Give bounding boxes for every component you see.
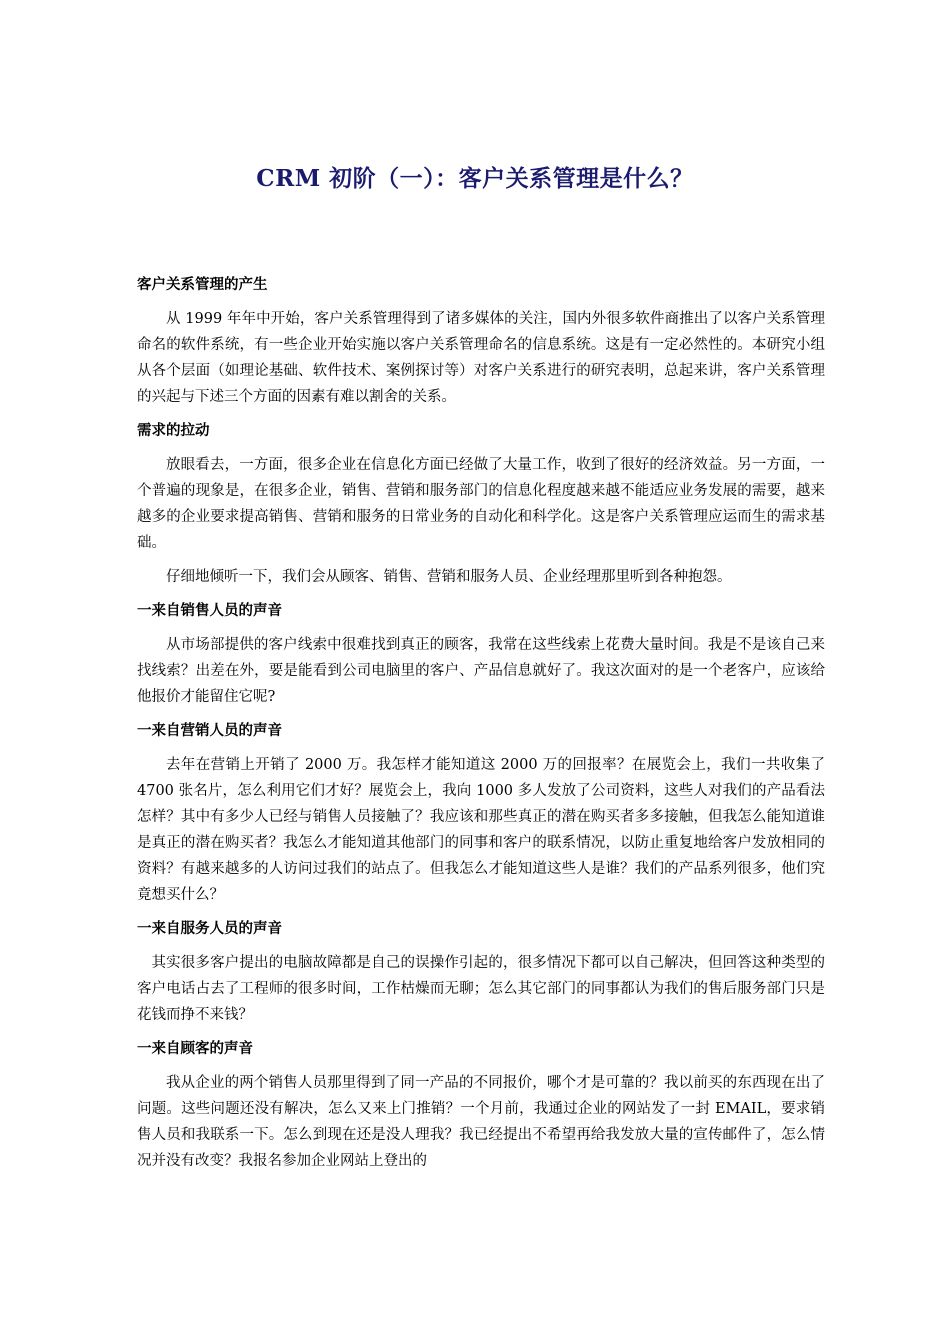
section-heading: 一来自营销人员的声音: [137, 723, 282, 739]
paragraph: 从市场部提供的客户线索中很难找到真正的顾客，我常在这些线索上花费大量时间。我是不是该自己来找线索？出差在外，要是能看到公司电脑里的客户、产品信息就好了。我这次面对的是一个老客户，应该给他报价才能留住它呢?: [137, 637, 825, 705]
page-title: CRM 初阶（一）：客户关系管理是什么？: [256, 165, 694, 192]
paragraph: 去年在营销上开销了 2000 万。我怎样才能知道这 2000 万的回报率？在展览会上，我们一共收集了 4700 张名片，怎么利用它们才好？展览会上，我向 1000 多人发放了公司资料，这些人对我们的产品看法怎样？其中有多少人已经与销售人员接触了？我应该和那些真正的潜在购买者多多接触，但我怎么能知道谁是真正的潜在购买者？我怎么才能知道其他部门的同事和客户的联系情况，以防止重复地给客户发放相同的资料？有越来越多的人访问过我们的站点了。但我怎么才能知道这些人是谁？我们的产品系列很多，他们究竟想买什么？: [137, 757, 825, 903]
section-heading: 一来自销售人员的声音: [137, 603, 282, 619]
paragraph: 从 1999 年年中开始，客户关系管理得到了诸多媒体的关注，国内外很多软件商推出了以客户关系管理命名的软件系统，有一些企业开始实施以客户关系管理命名的信息系统。这是有一定必然性的。本研究小组从各个层面（如理论基础、软件技术、案例探讨等）对客户关系进行的研究表明，总起来讲，客户关系管理的兴起与下述三个方面的因素有难以割舍的关系。: [137, 311, 825, 405]
paragraph: 放眼看去，一方面，很多企业在信息化方面已经做了大量工作，收到了很好的经济效益。另一方面，一个普遍的现象是，在很多企业，销售、营销和服务部门的信息化程度越来越不能适应业务发展的需要，越来越多的企业要求提高销售、营销和服务的日常业务的自动化和科学化。这是客户关系管理应运而生的需求基础。: [137, 457, 825, 551]
document-body: [137, 272, 825, 1182]
section-heading: 一来自服务人员的声音: [137, 921, 282, 937]
paragraph: 其实很多客户提出的电脑故障都是自己的误操作引起的，很多情况下都可以自己解决，但回答这种类型的客户电话占去了工程师的很多时间，工作枯燥而无聊；怎么其它部门的同事都认为我们的售后服务部门只是花钱而挣不来钱？: [137, 955, 825, 1023]
paragraph: 我从企业的两个销售人员那里得到了同一产品的不同报价，哪个才是可靠的？我以前买的东西现在出了问题。这些问题还没有解决，怎么又来上门推销？一个月前，我通过企业的网站发了一封 EMAIL，要求销售人员和我联系一下。怎么到现在还是没人理我？我已经提出不希望再给我发放大量的宣传邮件了，怎么情况并没有改变？我报名参加企业网站上登出的: [137, 1075, 825, 1169]
section-heading: 客户关系管理的产生: [137, 277, 268, 293]
section-heading: 需求的拉动: [137, 423, 210, 439]
paragraph: 仔细地倾听一下，我们会从顾客、销售、营销和服务人员、企业经理那里听到各种抱怨。: [166, 569, 732, 585]
section-heading: 一来自顾客的声音: [137, 1041, 253, 1057]
